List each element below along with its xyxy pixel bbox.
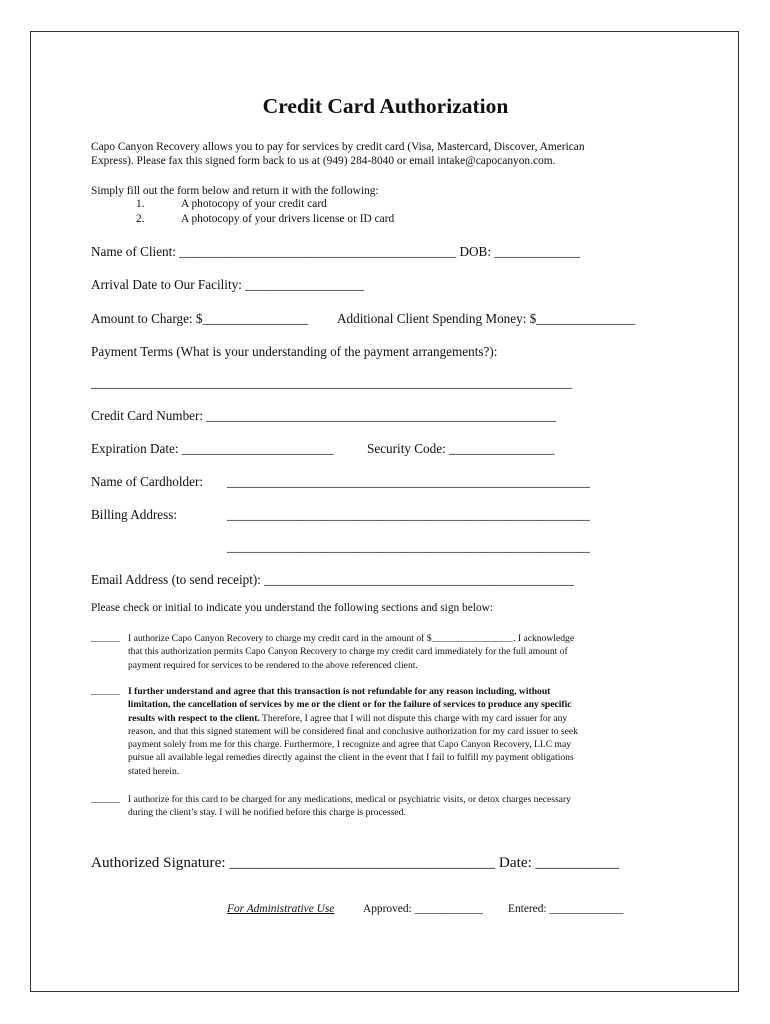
section-text: reason, and that this signed statement will be considered final and conclusive authorization for my card issuer to seek bbox=[128, 725, 578, 737]
list-item: A photocopy of your drivers license or ID card bbox=[181, 213, 395, 225]
section-text: pursue all available legal remedies directly against the client in the event that I fail to fulfill my payment obligations bbox=[128, 752, 574, 764]
billing-address-label: Billing Address: bbox=[91, 507, 178, 522]
intro-line-1: Capo Canyon Recovery allows you to pay for services by credit card (Visa, Mastercard, Discover, American bbox=[91, 141, 585, 153]
initial-blank[interactable]: ______ bbox=[91, 794, 120, 805]
section-text: payment solely from me for this charge. Furthermore, I recognize and agree that Capo Canyon Recovery, LLC may bbox=[128, 739, 572, 751]
section-text: that this authorization permits Capo Canyon Recovery to charge my credit card immediately for the full amount of bbox=[128, 646, 568, 658]
section-text: I authorize for this card to be charged for any medications, medical or psychiatric visits, or detox charges necessary bbox=[128, 794, 571, 805]
billing-address-line-1[interactable]: _______________________________________________________ bbox=[227, 507, 590, 522]
section-text: payment required for services to be rendered to the above referenced client. bbox=[128, 659, 418, 671]
cardholder-line[interactable]: _______________________________________________________ bbox=[227, 474, 590, 489]
list-item: A photocopy of your credit card bbox=[181, 198, 327, 210]
cardholder-label: Name of Cardholder: bbox=[91, 474, 204, 489]
check-instructions: Please check or initial to indicate you understand the following sections and sign below: bbox=[91, 602, 494, 614]
admin-use-label: For Administrative Use bbox=[227, 903, 335, 915]
billing-address-line-2[interactable]: _______________________________________________________ bbox=[227, 539, 590, 554]
email-field[interactable]: Email Address (to send receipt): _______________________________________________ bbox=[91, 572, 575, 587]
client-name-dob-field[interactable]: Name of Client: __________________________________________ DOB: _____________ bbox=[91, 244, 581, 259]
signature-date-field[interactable]: Authorized Signature: ___________________________________ Date: ___________ bbox=[91, 854, 620, 871]
expiration-date-field[interactable]: Expiration Date: _______________________ bbox=[91, 441, 334, 456]
list-item-number: 2. bbox=[136, 213, 145, 225]
section-text: Therefore, I agree that I will not dispute this charge with my card issuer for any bbox=[259, 712, 568, 724]
section-bold-text: I further understand and agree that this transaction is not refundable for any reason including, without bbox=[128, 686, 551, 697]
spending-money-field[interactable]: Additional Client Spending Money: $_______________ bbox=[337, 311, 636, 326]
section-text: during the client’s stay. I will be notified before this charge is processed. bbox=[128, 807, 406, 819]
page-title: Credit Card Authorization bbox=[262, 94, 509, 118]
security-code-field[interactable]: Security Code: ________________ bbox=[367, 441, 555, 456]
arrival-date-field[interactable]: Arrival Date to Our Facility: __________________ bbox=[91, 277, 364, 292]
amount-to-charge-field[interactable]: Amount to Charge: $________________ bbox=[91, 311, 308, 326]
section-text: I authorize Capo Canyon Recovery to charge my credit card in the amount of $_________________. I acknowledge bbox=[128, 633, 575, 644]
intro-line-2: Express). Please fax this signed form back to us at (949) 284-8040 or email intake@capocanyon.com. bbox=[91, 155, 556, 167]
fill-out-instructions: Simply fill out the form below and return it with the following: bbox=[91, 185, 379, 197]
initial-blank[interactable]: ______ bbox=[91, 686, 120, 697]
initial-blank[interactable]: ______ bbox=[91, 633, 120, 644]
approved-field[interactable]: Approved: ____________ bbox=[363, 903, 483, 915]
entered-field[interactable]: Entered: _____________ bbox=[508, 903, 624, 915]
payment-terms-line[interactable]: _________________________________________________________________________ bbox=[91, 375, 573, 390]
list-item-number: 1. bbox=[136, 198, 145, 210]
section-bold-text: results with respect to the client. bbox=[128, 712, 260, 724]
section-bold-text: limitation, the cancellation of services by me or the client or for the failure of services to produce any specific bbox=[128, 699, 572, 711]
section-text: stated herein. bbox=[128, 765, 180, 777]
credit-card-number-field[interactable]: Credit Card Number: _____________________________________________________ bbox=[91, 408, 556, 423]
payment-terms-label: Payment Terms (What is your understanding of the payment arrangements?): bbox=[91, 344, 498, 359]
form-page bbox=[30, 31, 739, 992]
